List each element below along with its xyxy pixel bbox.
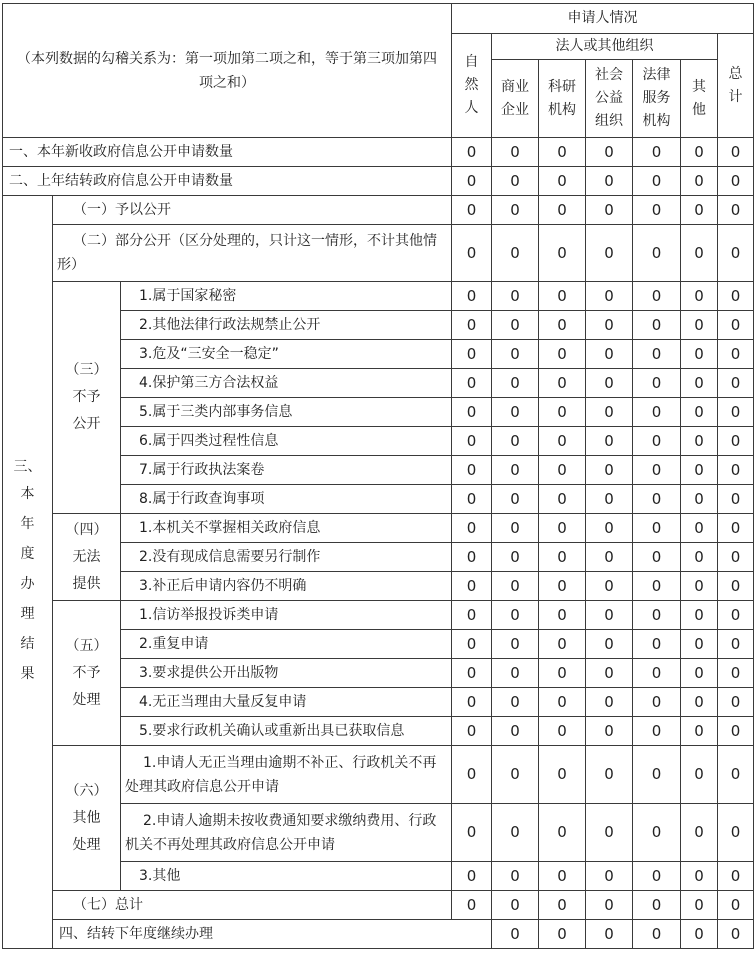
cell-value: 0	[492, 311, 539, 340]
col-public-welfare: 社会 公益 组织	[586, 60, 633, 138]
cell-value: 0	[718, 225, 754, 282]
header-applicant-situation: 申请人情况	[452, 4, 754, 34]
table-row	[3, 138, 754, 167]
cell-value: 0	[681, 485, 718, 514]
cell-value: 0	[681, 688, 718, 717]
cell-value: 0	[539, 514, 586, 543]
cell-value: 0	[586, 311, 633, 340]
cell-value: 0	[539, 688, 586, 717]
cell-value: 0	[681, 920, 718, 949]
cell-value: 0	[633, 543, 681, 572]
cell-value: 0	[586, 398, 633, 427]
cell-value: 0	[586, 485, 633, 514]
row-label: 5.要求行政机关确认或重新出具已获取信息	[121, 717, 452, 746]
cell-value: 0	[633, 572, 681, 601]
cell-value: 0	[633, 630, 681, 659]
row-label: 1.信访举报投诉类申请	[121, 601, 452, 630]
cell-value: 0	[492, 485, 539, 514]
cell-value: 0	[539, 746, 586, 804]
cell-value: 0	[539, 282, 586, 311]
cell-value: 0	[718, 167, 754, 196]
cell-value: 0	[633, 340, 681, 369]
cell-value: 0	[492, 804, 539, 862]
row-label: 3.补正后申请内容仍不明确	[121, 572, 452, 601]
cell-value: 0	[681, 427, 718, 456]
group-3-label: （三） 不予 公开	[53, 282, 121, 514]
cell-value: 0	[452, 398, 492, 427]
cell-value: 0	[492, 225, 539, 282]
cell-value: 0	[681, 225, 718, 282]
cell-value: 0	[492, 196, 539, 225]
cell-value: 0	[718, 543, 754, 572]
cell-value: 0	[492, 659, 539, 688]
cell-value: 0	[539, 717, 586, 746]
row-label: 7.属于行政执法案卷	[121, 456, 452, 485]
row-label: （一）予以公开	[53, 196, 452, 225]
row-label: 5.属于三类内部事务信息	[121, 398, 452, 427]
table-row	[3, 167, 754, 196]
cell-value: 0	[539, 659, 586, 688]
cell-value: 0	[539, 891, 586, 920]
cell-value: 0	[539, 630, 586, 659]
cell-value: 0	[539, 543, 586, 572]
cell-value: 0	[718, 891, 754, 920]
cell-value: 0	[539, 920, 586, 949]
cell-value: 0	[492, 862, 539, 891]
cell-value: 0	[633, 891, 681, 920]
table-row	[3, 196, 754, 225]
cell-value: 0	[681, 804, 718, 862]
cell-value: 0	[586, 196, 633, 225]
cell-value: 0	[633, 138, 681, 167]
disclosure-statistics-table	[2, 3, 754, 949]
cell-value: 0	[539, 196, 586, 225]
cell-value: 0	[452, 427, 492, 456]
cell-value: 0	[492, 920, 539, 949]
cell-value: 0	[718, 572, 754, 601]
row-label: 2.申请人逾期未按收费通知要求缴纳费用、行政机关不再处理其政府信息公开申请	[121, 804, 452, 862]
cell-value: 0	[492, 427, 539, 456]
cell-value: 0	[633, 282, 681, 311]
cell-value: 0	[718, 369, 754, 398]
cell-value: 0	[586, 543, 633, 572]
cell-value: 0	[633, 862, 681, 891]
table-row	[3, 225, 754, 282]
cell-value: 0	[492, 456, 539, 485]
cell-value: 0	[718, 427, 754, 456]
cell-value: 0	[452, 688, 492, 717]
col-other: 其 他	[681, 60, 718, 138]
row-label: 2.其他法律行政法规禁止公开	[121, 311, 452, 340]
cell-value: 0	[492, 514, 539, 543]
cell-value: 0	[539, 862, 586, 891]
cell-value: 0	[492, 282, 539, 311]
cell-value: 0	[492, 717, 539, 746]
cell-value: 0	[586, 282, 633, 311]
row-label: 1.本机关不掌握相关政府信息	[121, 514, 452, 543]
cell-value: 0	[492, 369, 539, 398]
cell-value: 0	[452, 572, 492, 601]
cell-value: 0	[681, 369, 718, 398]
cell-value: 0	[539, 138, 586, 167]
cell-value: 0	[681, 862, 718, 891]
cell-value: 0	[539, 572, 586, 601]
cell-value: 0	[681, 746, 718, 804]
cell-value: 0	[718, 746, 754, 804]
cell-value: 0	[492, 543, 539, 572]
cell-value: 0	[681, 659, 718, 688]
cell-value: 0	[452, 138, 492, 167]
cell-value: 0	[633, 167, 681, 196]
group-6-label: （六） 其他 处理	[53, 746, 121, 891]
cell-value: 0	[539, 369, 586, 398]
cell-value: 0	[633, 225, 681, 282]
cell-value: 0	[681, 514, 718, 543]
cell-value: 0	[452, 659, 492, 688]
cell-value: 0	[718, 659, 754, 688]
cell-value: 0	[718, 311, 754, 340]
cell-value: 0	[718, 920, 754, 949]
cell-value: 0	[633, 427, 681, 456]
cell-value: 0	[681, 543, 718, 572]
cell-value: 0	[718, 601, 754, 630]
cell-value: 0	[633, 514, 681, 543]
cell-value: 0	[681, 311, 718, 340]
cell-value: 0	[718, 340, 754, 369]
cell-value: 0	[586, 688, 633, 717]
cell-value: 0	[586, 601, 633, 630]
cell-value: 0	[681, 717, 718, 746]
cell-value: 0	[633, 717, 681, 746]
cell-value: 0	[452, 891, 492, 920]
cell-value: 0	[452, 485, 492, 514]
col-legal-service: 法律 服务 机构	[633, 60, 681, 138]
cell-value: 0	[681, 456, 718, 485]
cell-value: 0	[718, 282, 754, 311]
cell-value: 0	[586, 225, 633, 282]
cell-value: 0	[681, 167, 718, 196]
cell-value: 0	[452, 804, 492, 862]
row-label: 3.要求提供公开出版物	[121, 659, 452, 688]
cell-value: 0	[452, 225, 492, 282]
row-label: 4.保护第三方合法权益	[121, 369, 452, 398]
cell-value: 0	[633, 659, 681, 688]
cell-value: 0	[452, 862, 492, 891]
col-natural-person: 自 然 人	[452, 34, 492, 138]
cell-value: 0	[452, 311, 492, 340]
cell-value: 0	[633, 196, 681, 225]
row-label: 1.申请人无正当理由逾期不补正、行政机关不再处理其政府信息公开申请	[121, 746, 452, 804]
cell-value: 0	[718, 456, 754, 485]
row-label: 二、上年结转政府信息公开申请数量	[3, 167, 452, 196]
cell-value: 0	[681, 138, 718, 167]
col-research: 科研 机构	[539, 60, 586, 138]
row-label: 3.其他	[121, 862, 452, 891]
cell-value: 0	[718, 688, 754, 717]
cell-value: 0	[586, 369, 633, 398]
cell-value: 0	[718, 138, 754, 167]
col-total: 总 计	[718, 34, 754, 138]
cell-value: 0	[718, 804, 754, 862]
cell-value: 0	[681, 891, 718, 920]
row-label: 一、本年新收政府信息公开申请数量	[3, 138, 452, 167]
cell-value: 0	[539, 340, 586, 369]
cell-value: 0	[681, 282, 718, 311]
cell-value: 0	[586, 514, 633, 543]
cell-value: 0	[633, 688, 681, 717]
cell-value: 0	[492, 398, 539, 427]
cell-value: 0	[539, 427, 586, 456]
table-row	[3, 514, 754, 543]
cell-value: 0	[452, 340, 492, 369]
row-label: 8.属于行政查询事项	[121, 485, 452, 514]
cell-value: 0	[586, 572, 633, 601]
cell-value: 0	[586, 746, 633, 804]
cell-value: 0	[539, 485, 586, 514]
cell-value: 0	[452, 630, 492, 659]
table-row	[3, 746, 754, 804]
cell-value: 0	[718, 398, 754, 427]
cell-value: 0	[586, 659, 633, 688]
cell-value: 0	[539, 311, 586, 340]
cell-value: 0	[539, 456, 586, 485]
cell-value: 0	[452, 456, 492, 485]
cell-value: 0	[586, 138, 633, 167]
disclosure-table-wrapper	[2, 3, 754, 949]
row-label: 6.属于四类过程性信息	[121, 427, 452, 456]
section-3-label: 三、 本 年 度 办 理 结 果	[3, 196, 53, 949]
cell-value: 0	[492, 891, 539, 920]
cell-value: 0	[718, 485, 754, 514]
cell-value: 0	[539, 398, 586, 427]
cell-value: 0	[452, 369, 492, 398]
cell-value: 0	[452, 282, 492, 311]
cell-value: 0	[492, 572, 539, 601]
cell-value: 0	[452, 543, 492, 572]
row-label: （七）总计	[53, 891, 452, 920]
cell-value: 0	[539, 225, 586, 282]
cell-value: 0	[633, 456, 681, 485]
cell-value: 0	[452, 196, 492, 225]
group-4-label: （四） 无法 提供	[53, 514, 121, 601]
cell-value: 0	[681, 340, 718, 369]
group-5-label: （五） 不予 处理	[53, 601, 121, 746]
cell-value: 0	[633, 920, 681, 949]
cell-value: 0	[492, 167, 539, 196]
cell-value: 0	[586, 891, 633, 920]
row-label: 2.重复申请	[121, 630, 452, 659]
row-label: 3.危及“三安全一稳定”	[121, 340, 452, 369]
cell-value: 0	[452, 167, 492, 196]
table-row	[3, 920, 754, 949]
cell-value: 0	[718, 717, 754, 746]
cell-value: 0	[681, 630, 718, 659]
row-label: （二）部分公开（区分处理的，只计这一情形，不计其他情形）	[53, 225, 452, 282]
cell-value: 0	[633, 369, 681, 398]
row-label: 2.没有现成信息需要另行制作	[121, 543, 452, 572]
cell-value: 0	[633, 311, 681, 340]
cell-value: 0	[586, 717, 633, 746]
cell-value: 0	[718, 196, 754, 225]
cell-value: 0	[452, 601, 492, 630]
cell-value: 0	[718, 862, 754, 891]
cell-value: 0	[718, 514, 754, 543]
table-row	[3, 891, 754, 920]
cell-value: 0	[492, 138, 539, 167]
cell-value: 0	[586, 920, 633, 949]
cell-value: 0	[586, 167, 633, 196]
cell-value: 0	[539, 804, 586, 862]
cell-value: 0	[681, 601, 718, 630]
cell-value: 0	[586, 630, 633, 659]
cell-value: 0	[586, 456, 633, 485]
cell-value: 0	[492, 340, 539, 369]
cell-value: 0	[492, 688, 539, 717]
cell-value: 0	[633, 746, 681, 804]
cell-value: 0	[539, 167, 586, 196]
table-row	[3, 282, 754, 311]
cell-value: 0	[681, 196, 718, 225]
row-label: 四、结转下年度继续办理	[53, 920, 492, 949]
header-legal-org: 法人或其他组织	[492, 34, 718, 60]
cell-value: 0	[452, 746, 492, 804]
cell-value: 0	[452, 514, 492, 543]
cell-value: 0	[492, 601, 539, 630]
cell-value: 0	[586, 427, 633, 456]
cell-value: 0	[681, 398, 718, 427]
cell-value: 0	[681, 572, 718, 601]
cell-value: 0	[452, 717, 492, 746]
row-label: 4.无正当理由大量反复申请	[121, 688, 452, 717]
cell-value: 0	[586, 862, 633, 891]
cell-value: 0	[633, 485, 681, 514]
col-commercial: 商业 企业	[492, 60, 539, 138]
cell-value: 0	[492, 630, 539, 659]
cell-value: 0	[492, 746, 539, 804]
row-label: 1.属于国家秘密	[121, 282, 452, 311]
cell-value: 0	[539, 601, 586, 630]
cell-value: 0	[718, 630, 754, 659]
cell-value: 0	[633, 804, 681, 862]
cell-value: 0	[586, 804, 633, 862]
header-note: （本列数据的勾稽关系为：第一项加第二项之和，等于第三项加第四项之和）	[3, 4, 452, 138]
table-row	[3, 601, 754, 630]
cell-value: 0	[586, 340, 633, 369]
cell-value: 0	[633, 601, 681, 630]
cell-value: 0	[633, 398, 681, 427]
